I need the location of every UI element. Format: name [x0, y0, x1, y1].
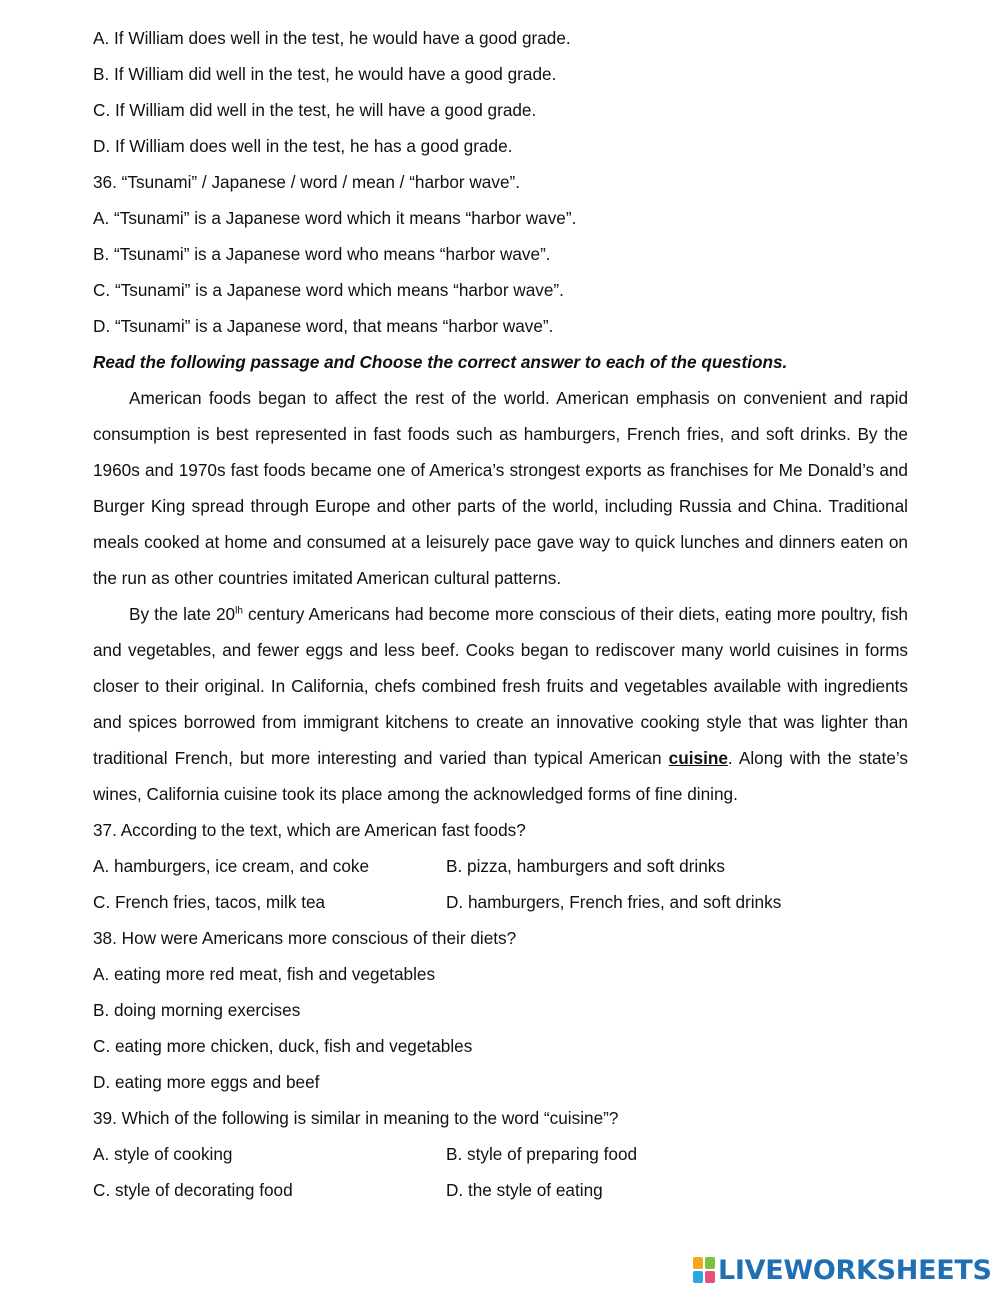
q39-option-b: B. style of preparing food	[446, 1144, 638, 1164]
q37-option-a: A. hamburgers, ice cream, and coke	[93, 856, 370, 876]
reading-instruction: Read the following passage and Choose the correct answer to each of the questions.	[93, 352, 788, 372]
q35-option-c: C. If William did well in the test, he will have a good grade.	[93, 100, 537, 120]
paragraph-2-body: century Americans had become more conscious of their diets, eating more poultry, fish and vegetables, and fewer eggs and less beef. Cooks began to rediscover many world cuisines in forms closer to their original. In California, chefs combined fresh fruits and vegetables available with ingredients and spices borrowed from immigrant kitchens to create an innovative cooking style that was lighter than traditional French, but more interesting and varied than typical American	[93, 604, 908, 768]
worksheet-page	[93, 20, 908, 1208]
passage-paragraph-1: American foods began to affect the rest of the world. American emphasis on convenient and rapid consumption is best represented in fast foods such as hamburgers, French fries, and soft drinks. By the 1960s and 1970s fast foods became one of America’s strongest exports as franchises for Me Donald’s and Burger King spread through Europe and other parts of the world, including Russia and China. Traditional meals cooked at home and consumed at a leisurely pace gave way to quick lunches and dinners eaten on the run as other countries imitated American cultural patterns.	[93, 388, 908, 588]
q38-option-a: A. eating more red meat, fish and vegetables	[93, 964, 436, 984]
liveworksheets-logo-icon	[693, 1257, 715, 1283]
q36-option-c: C. “Tsunami” is a Japanese word which means “harbor wave”.	[93, 280, 564, 300]
q36-option-b: B. “Tsunami” is a Japanese word who means “harbor wave”.	[93, 244, 551, 264]
q35-option-a: A. If William does well in the test, he would have a good grade.	[93, 28, 571, 48]
q39-prompt: 39. Which of the following is similar in meaning to the word “cuisine”?	[93, 1108, 619, 1128]
keyword-cuisine: cuisine	[668, 748, 728, 768]
q38-option-d: D. eating more eggs and beef	[93, 1072, 320, 1092]
q39-option-d: D. the style of eating	[446, 1180, 603, 1200]
superscript-th: lh	[235, 605, 243, 617]
q37-options-row-2	[93, 884, 908, 920]
q35-option-d: D. If William does well in the test, he has a good grade.	[93, 136, 513, 156]
q37-options-row-1	[93, 848, 908, 884]
q39-options-row-1	[93, 1136, 908, 1172]
q39-options-row-2	[93, 1172, 908, 1208]
q36-option-a: A. “Tsunami” is a Japanese word which it means “harbor wave”.	[93, 208, 577, 228]
q36-prompt: 36. “Tsunami” / Japanese / word / mean / “harbor wave”.	[93, 172, 521, 192]
paragraph-2-end: . Along with the state’s wines, California cuisine took its place among the acknowledged forms of fine dining.	[93, 748, 908, 804]
q37-prompt: 37. According to the text, which are American fast foods?	[93, 820, 526, 840]
q38-option-c: C. eating more chicken, duck, fish and vegetables	[93, 1036, 473, 1056]
q38-prompt: 38. How were Americans more conscious of their diets?	[93, 928, 517, 948]
logo-text: LIVEWORKSHEETS	[718, 1254, 992, 1286]
q39-option-c: C. style of decorating food	[93, 1180, 293, 1200]
q39-option-a: A. style of cooking	[93, 1144, 233, 1164]
q38-option-b: B. doing morning exercises	[93, 1000, 301, 1020]
q37-option-c: C. French fries, tacos, milk tea	[93, 892, 326, 912]
q37-option-b: B. pizza, hamburgers and soft drinks	[446, 856, 725, 876]
passage-paragraph-2	[93, 596, 908, 812]
liveworksheets-logo[interactable]	[693, 1253, 992, 1287]
q37-option-d: D. hamburgers, French fries, and soft drinks	[446, 892, 782, 912]
q35-option-b: B. If William did well in the test, he would have a good grade.	[93, 64, 557, 84]
q36-option-d: D. “Tsunami” is a Japanese word, that means “harbor wave”.	[93, 316, 554, 336]
paragraph-2-start: By the late 20	[129, 604, 236, 624]
